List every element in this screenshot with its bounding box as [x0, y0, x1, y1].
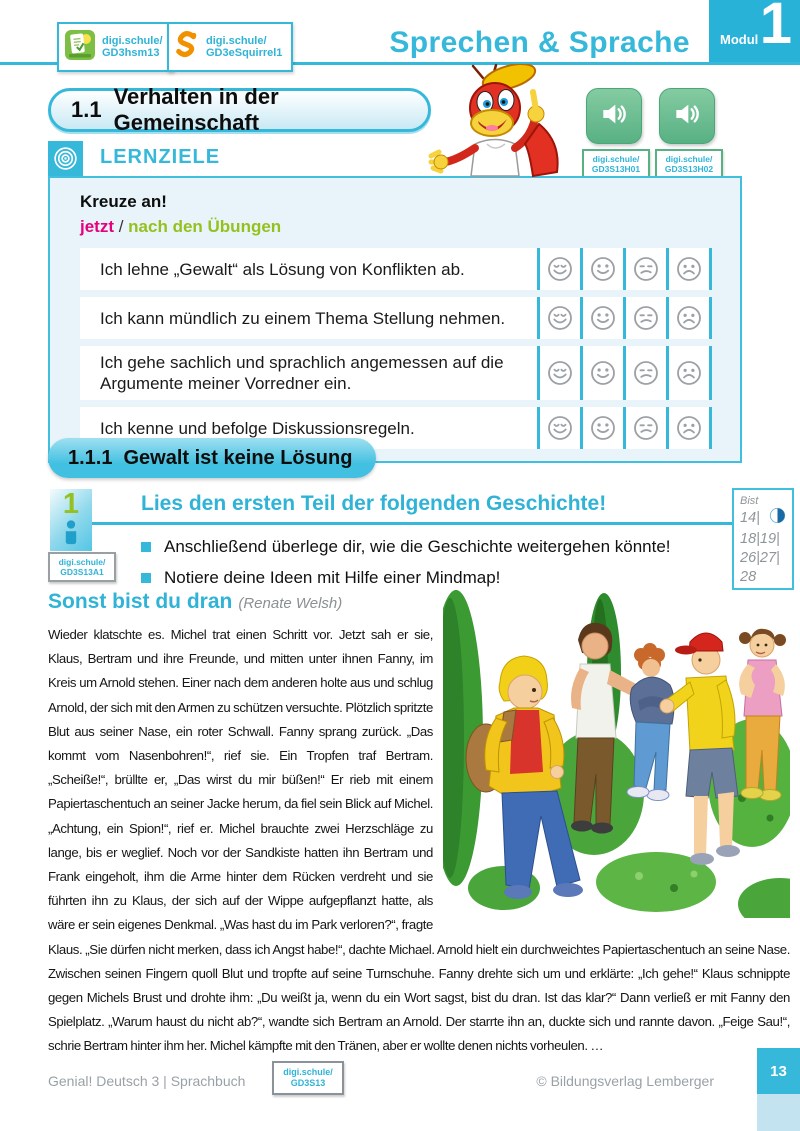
- smiley-sad-checkbox[interactable]: [666, 297, 709, 339]
- audio-link-label-1[interactable]: [582, 149, 650, 179]
- smiley-happy-checkbox[interactable]: [580, 407, 623, 449]
- rating-cells: [537, 248, 712, 290]
- page-edge-strip: [757, 1094, 800, 1131]
- exercise-instruction: Lies den ersten Teil der folgenden Geschichte!: [141, 492, 607, 515]
- half-circle-icon: [769, 507, 786, 530]
- smiley-happy-icon: [589, 255, 617, 283]
- smiley-happy-icon: [589, 304, 617, 332]
- audio-link-label-2[interactable]: [655, 149, 723, 179]
- smiley-sad-checkbox[interactable]: [666, 346, 709, 400]
- table-row: [80, 248, 712, 290]
- story-author: (Renate Welsh): [238, 595, 343, 612]
- smiley-happy-checkbox[interactable]: [580, 346, 623, 400]
- mascot-ant-illustration: [421, 64, 585, 178]
- bist-ref: 28: [740, 569, 757, 585]
- bist-reference-box: [732, 488, 794, 590]
- smiley-happy-checkbox[interactable]: [580, 248, 623, 290]
- bullet-text: Notiere deine Ideen mit Hilfe einer Mindmap!: [164, 568, 501, 587]
- squirrel-logo-icon: [175, 29, 199, 66]
- chapter-title: Sprechen & Sprache: [389, 26, 690, 59]
- bullet-text: Anschließend überlege dir, wie die Geschichte weitergehen könnte!: [164, 537, 671, 556]
- lernziele-heading: LERNZIELE: [100, 146, 221, 168]
- worksheet-app-icon: [65, 30, 95, 65]
- speaker-icon: [598, 98, 630, 135]
- module-number: 1: [759, 0, 792, 56]
- digi-link-badge-hsm[interactable]: [57, 22, 174, 72]
- smiley-very-happy-checkbox[interactable]: [537, 407, 580, 449]
- bist-ref: 26|27|: [740, 550, 780, 566]
- bist-ref: 14|: [740, 510, 760, 526]
- bullet-square-icon: [141, 542, 151, 552]
- figure-klaus: [660, 633, 740, 865]
- section-title: Verhalten in der Gemeinschaft: [113, 84, 279, 135]
- smiley-unhappy-checkbox[interactable]: [623, 297, 666, 339]
- smiley-very-happy-icon: [546, 255, 574, 283]
- page-number: 13: [757, 1048, 800, 1094]
- rating-cells: [537, 407, 712, 449]
- footer-link-badge[interactable]: [272, 1061, 344, 1095]
- exercise-marker: [50, 489, 92, 551]
- smiley-very-happy-checkbox[interactable]: [537, 346, 580, 400]
- lernziele-box: [48, 176, 742, 463]
- smiley-sad-checkbox[interactable]: [666, 248, 709, 290]
- rating-cells: [537, 297, 712, 339]
- link-domain: digi.schule/: [102, 34, 163, 47]
- digi-link-badge-squirrel[interactable]: [167, 22, 293, 72]
- speaker-icon: [671, 98, 703, 135]
- exercise-link-badge[interactable]: [48, 552, 116, 582]
- playground-scene-illustration: [443, 588, 790, 918]
- list-item: [141, 567, 706, 589]
- list-item: [141, 536, 706, 558]
- smiley-unhappy-checkbox[interactable]: [623, 407, 666, 449]
- smiley-happy-icon: [589, 359, 617, 387]
- playground-scene-svg: [443, 588, 790, 918]
- section-1-1-1-heading: [48, 438, 376, 478]
- exercise-divider: [92, 522, 732, 525]
- section-number: 1.1.1: [68, 446, 113, 469]
- bullet-square-icon: [141, 573, 151, 583]
- story-title-text: Sonst bist du dran: [48, 590, 233, 613]
- table-row: [80, 346, 712, 400]
- smiley-happy-checkbox[interactable]: [580, 297, 623, 339]
- target-icon: [48, 141, 83, 176]
- bist-ref: 18|19|: [740, 531, 780, 547]
- smiley-very-happy-icon: [546, 304, 574, 332]
- table-row: [80, 297, 712, 339]
- goal-statement: Ich kenne und befolge Diskussionsregeln.: [100, 418, 415, 438]
- story-text: Wieder klatschte es. Michel trat einen Schritt vor. Jetzt sah er sie, Klaus, Bertram und ihre Freunde, und mitten unter ihnen Fanny, im Kreis um Arnold stehen. Einer nach dem anderen holte aus und schlug Arnold, der sich mit den Armen zu schützen versuchte. Plötzlich spritzte Blut aus seiner Nase, ein roter Schwall. Fanny sprang zurück. „Das kommt vom Nasenbohren!“, rief sie. Ein Tropfen traf Bertram. „Scheiße!“, brüllte er, „Das wirst du mir büßen!“ Er rieb mit einem Papiertaschentuch an seiner Jacke herum, da fiel sein Blick auf Michel. „Achtung, ein Spion!“, rief er. Michel brauchte zwei Herzschläge zu lange, bis er weglief. Noch vor der Sandkiste hatten ihn Bertram und Frank eingeholt, ihm die Arme hinter dem Rücken verdreht und sie führten ihn zu Klaus, der sich auf der Wippe aufgepflanzt hatte, als wäre er sein eigenes Denkmal. „Was hast du im Park verloren?“, fragte Klaus. „Sie dürfen nicht merken, dass ich Angst habe!“, dachte Michael. Arnold hielt ein durchweichtes Papiertaschentuch an seine Nase. Zwischen seinen Fingern quoll Blut und tropfte auf seine Turnschuhe. Fanny drehte sich um und erklärte: „Ich gehe!“ Klaus schnippte gegen Michels Brust und drohte ihm: „Du weißt ja, wenn du ein Wort sagst, bist du dran. Ist das klar?“ Dann verließ er mit Fanny den Spielplatz. „Warum haust du nicht ab?“, wandte sich Bertram an Arnold. Der starrte ihn an, duckte sich und rannte davon. „Feige Sau!“, schrie Bertram hinter ihm her. Michel kämpfte mit den Tränen, aber er wollte denen nichts vorheulen. …: [48, 627, 790, 1054]
- smiley-very-happy-icon: [546, 414, 574, 442]
- smiley-sad-checkbox[interactable]: [666, 407, 709, 449]
- link-domain: digi.schule/: [206, 34, 267, 47]
- rating-cells: [537, 346, 712, 400]
- book-title: Genial! Deutsch 3 | Sprachbuch: [48, 1073, 246, 1089]
- audio-play-button-2[interactable]: [659, 88, 715, 144]
- link-code: GD3S13H02: [664, 164, 714, 174]
- link-domain: digi.schule/: [665, 154, 713, 164]
- smiley-unhappy-icon: [632, 414, 660, 442]
- smiley-unhappy-icon: [632, 304, 660, 332]
- smiley-sad-icon: [675, 255, 703, 283]
- smiley-happy-icon: [589, 414, 617, 442]
- lernziele-legend: [80, 217, 712, 237]
- legend-after: nach den Übungen: [128, 217, 282, 236]
- smiley-very-happy-checkbox[interactable]: [537, 297, 580, 339]
- link-domain: digi.schule/: [58, 557, 106, 567]
- link-code: GD3S13A1: [60, 567, 104, 577]
- copyright: © Bildungsverlag Lemberger: [536, 1073, 714, 1089]
- link-code: GD3S13H01: [591, 164, 641, 174]
- bist-label: Bist: [740, 495, 759, 507]
- legend-now: jetzt: [80, 217, 114, 236]
- figure-arnold: [627, 643, 674, 801]
- exercise-number: 1: [62, 488, 80, 520]
- goal-statement: Ich gehe sachlich und sprachlich angemessen auf die Argumente meiner Vorredner ein.: [100, 353, 504, 393]
- link-code: GD3hsm13: [102, 47, 160, 59]
- smiley-unhappy-checkbox[interactable]: [623, 346, 666, 400]
- section-number: 1.1: [71, 97, 102, 122]
- section-title: Gewalt ist keine Lösung: [123, 446, 353, 469]
- smiley-very-happy-checkbox[interactable]: [537, 248, 580, 290]
- module-tab: [709, 0, 800, 62]
- smiley-very-happy-icon: [546, 359, 574, 387]
- smiley-sad-icon: [675, 414, 703, 442]
- smiley-unhappy-icon: [632, 255, 660, 283]
- smiley-sad-icon: [675, 359, 703, 387]
- mascot-ant-svg: [421, 64, 585, 178]
- module-label: Modul: [720, 32, 759, 47]
- link-code: GD3eSquirrel1: [206, 47, 283, 59]
- link-code: GD3S13: [290, 1078, 326, 1088]
- smiley-sad-icon: [675, 304, 703, 332]
- story-section: [48, 588, 790, 1059]
- lernziele-prompt: Kreuze an!: [80, 192, 167, 211]
- section-1-1-heading: [48, 84, 431, 135]
- audio-play-button-1[interactable]: [586, 88, 642, 144]
- goal-statement: Ich lehne „Gewalt“ als Lösung von Konflikten ab.: [100, 259, 465, 279]
- link-domain: digi.schule/: [283, 1067, 333, 1077]
- person-icon: [63, 519, 79, 551]
- lernziele-rows: [80, 248, 712, 449]
- legend-separator: /: [114, 217, 129, 236]
- smiley-unhappy-icon: [632, 359, 660, 387]
- goal-statement: Ich kann mündlich zu einem Thema Stellung nehmen.: [100, 308, 506, 328]
- link-domain: digi.schule/: [592, 154, 640, 164]
- smiley-unhappy-checkbox[interactable]: [623, 248, 666, 290]
